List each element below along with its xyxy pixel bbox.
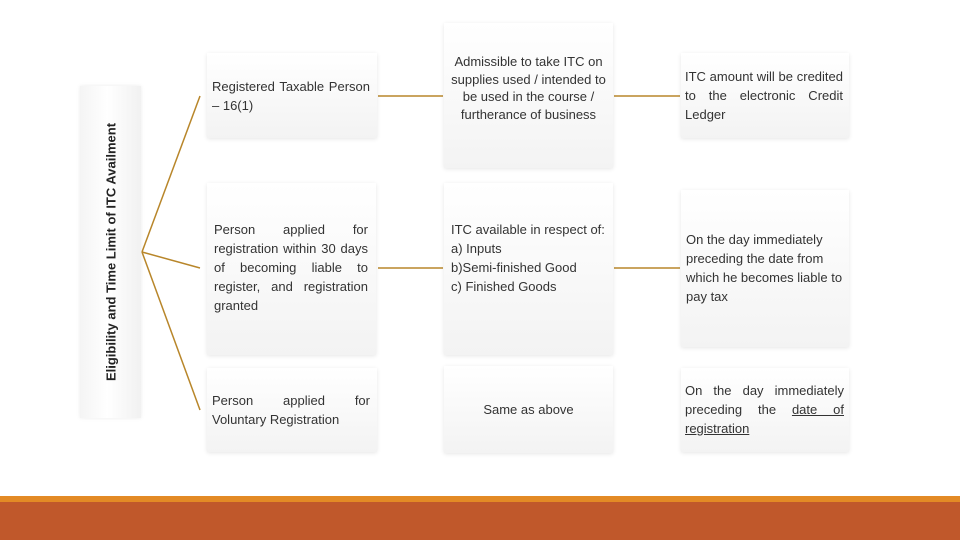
condition-box-3 bbox=[207, 368, 377, 452]
time-box-2 bbox=[681, 190, 849, 347]
condition-box-2 bbox=[207, 183, 376, 355]
time-text-3-prefix: On the day immediately preceding the bbox=[685, 383, 844, 417]
time-text-2: On the day immediately preceding the date from which he becomes liable to pay tax bbox=[686, 232, 843, 304]
itc-box-2 bbox=[444, 183, 613, 355]
itc-text-1: Admissible to take ITC on supplies used / intended to be used in the course / furtherance of business bbox=[451, 54, 606, 122]
branch-line-1 bbox=[142, 96, 200, 252]
itc-item-inputs: a) Inputs bbox=[451, 241, 502, 256]
time-text-3-date: date of registration bbox=[685, 402, 844, 436]
time-box-3 bbox=[681, 368, 849, 452]
side-label: Eligibility and Time Limit of ITC Availment bbox=[103, 122, 118, 382]
footer-bar bbox=[0, 502, 960, 540]
time-text-1: ITC amount will be credited to the electronic Credit Ledger bbox=[685, 69, 843, 122]
itc-box-1 bbox=[444, 23, 613, 168]
itc-item-semi-finished: b)Semi-finished Good bbox=[451, 260, 577, 275]
branch-line-3 bbox=[142, 252, 200, 410]
itc-text-2 bbox=[451, 220, 606, 296]
condition-text-3: Person applied for Voluntary Registration bbox=[212, 393, 370, 427]
itc-item-finished: c) Finished Goods bbox=[451, 279, 557, 294]
time-box-1 bbox=[681, 53, 849, 138]
time-text-3 bbox=[685, 381, 844, 438]
condition-text-1: Registered Taxable Person – 16(1) bbox=[212, 79, 370, 113]
branch-line-2 bbox=[142, 252, 200, 268]
itc-box-3 bbox=[444, 366, 613, 453]
itc-intro-2: ITC available in respect of: bbox=[451, 222, 605, 237]
condition-text-2: Person applied for registration within 30 days of becoming liable to register, and registration granted bbox=[214, 222, 368, 313]
itc-text-3: Same as above bbox=[483, 402, 574, 417]
condition-box-1 bbox=[207, 53, 377, 138]
